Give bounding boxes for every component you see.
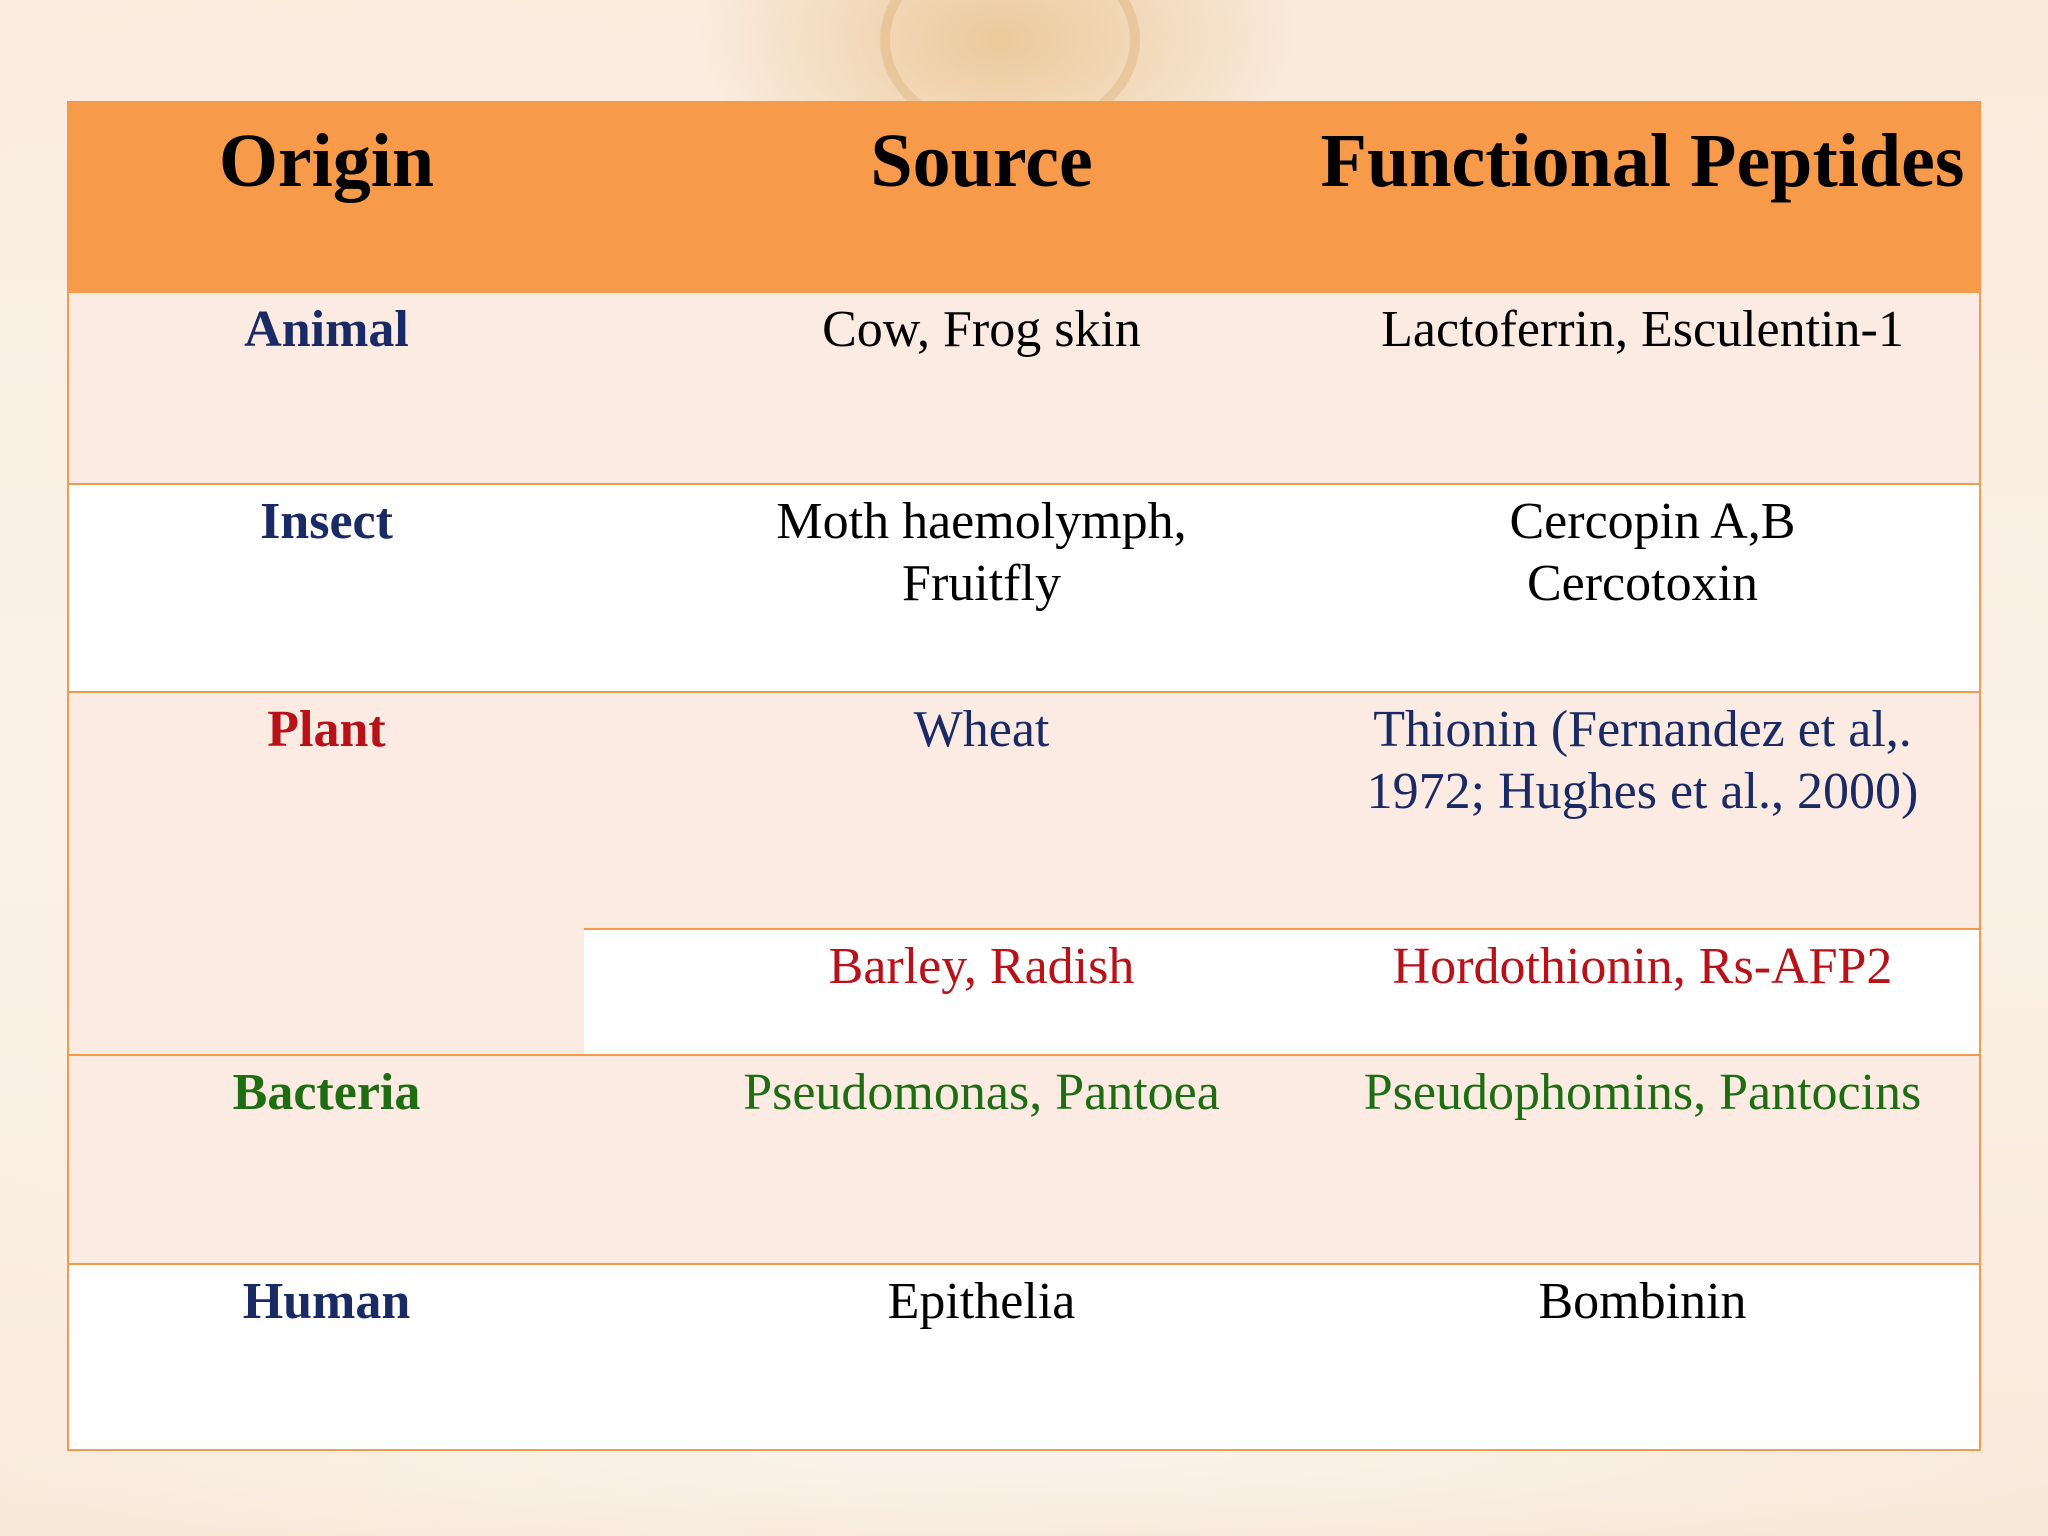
peptides-table xyxy=(67,101,1981,1451)
source-plant: Wheat xyxy=(913,701,1050,758)
header-source: Source xyxy=(870,119,1093,203)
peptides-insect-line-2: Cercotoxin xyxy=(1526,555,1759,612)
origin-bacteria: Bacteria xyxy=(232,1064,421,1121)
origin-animal: Animal xyxy=(244,301,409,358)
source-insect xyxy=(584,485,1379,691)
header-functional-peptides: Functional Peptides xyxy=(1320,119,1965,203)
peptides-insect-line-1: Cercopin A,B xyxy=(1509,493,1796,550)
header-origin: Origin xyxy=(218,119,435,203)
table-row-plant xyxy=(69,691,1979,1054)
table-row-bacteria xyxy=(69,1054,1979,1263)
origin-human: Human xyxy=(242,1273,411,1330)
origin-plant: Plant xyxy=(267,701,386,758)
peptides-animal: Lactoferrin, Esculentin-1 xyxy=(1381,301,1904,358)
source-plant-sub: Barley, Radish xyxy=(828,938,1135,995)
peptides-insect xyxy=(1306,485,1979,691)
source-animal: Cow, Frog skin xyxy=(822,301,1141,358)
peptides-plant-line-2: 1972; Hughes et al., 2000) xyxy=(1366,763,1919,820)
table-subrow-plant xyxy=(584,928,1979,1056)
table-row-insect xyxy=(69,483,1979,691)
source-insect-line-2: Fruitfly xyxy=(902,555,1061,612)
peptides-plant-line-1: Thionin (Fernandez et al,. xyxy=(1373,701,1912,758)
origin-insect: Insect xyxy=(260,493,393,550)
peptides-human: Bombinin xyxy=(1538,1273,1747,1330)
table-row-human xyxy=(69,1263,1979,1449)
peptides-plant-sub: Hordothionin, Rs-AFP2 xyxy=(1392,938,1893,995)
table-header-row xyxy=(69,103,1979,293)
source-bacteria: Pseudomonas, Pantoea xyxy=(743,1064,1220,1121)
table-row-animal xyxy=(69,293,1979,483)
source-insect-line-1: Moth haemolymph, xyxy=(776,493,1187,550)
source-human: Epithelia xyxy=(887,1273,1076,1330)
peptides-bacteria: Pseudophomins, Pantocins xyxy=(1363,1064,1922,1121)
